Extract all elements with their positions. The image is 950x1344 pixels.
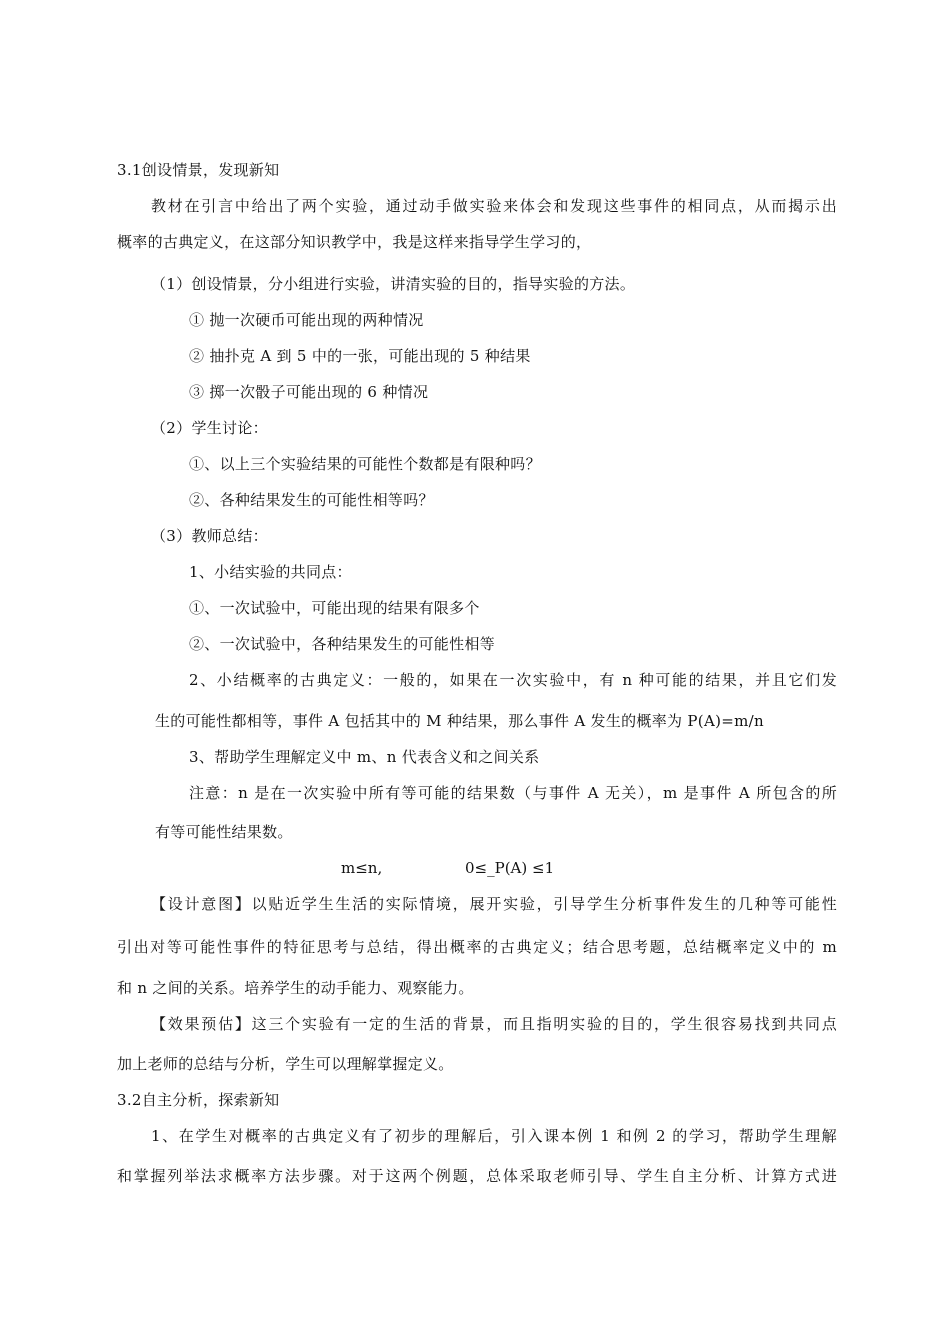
section-heading-3-1: 3.1创设情景，发现新知: [117, 161, 280, 179]
formula-probability-range: 0≤_P(A) ≤1: [465, 859, 555, 877]
step-1: （1）创设情景，分小组进行实验，讲清实验的目的，指导实验的方法。: [151, 275, 636, 293]
note-line-1: 注意：n 是在一次实验中所有等可能的结果数（与事件 A 无关），m 是事件 A 所包含的所: [189, 784, 837, 802]
design-intent-line-1: 【设计意图】以贴近学生生活的实际情境，展开实验，引导学生分析事件发生的几种等可能性: [151, 895, 837, 913]
effect-estimate-line-1: 【效果预估】这三个实验有一定的生活的背景，而且指明实验的目的，学生很容易找到共同点: [151, 1015, 837, 1033]
summary-1-a: ①、一次试验中，可能出现的结果有限多个: [189, 599, 480, 617]
section-3-2-line-1: 1、在学生对概率的古典定义有了初步的理解后，引入课本例 1 和例 2 的学习，帮助学生理解: [151, 1127, 837, 1145]
intro-line-1: 教材在引言中给出了两个实验，通过动手做实验来体会和发现这些事件的相同点，从而揭示出: [151, 197, 837, 215]
note-line-2: 有等可能性结果数。: [155, 823, 293, 841]
section-heading-3-2: 3.2自主分析，探索新知: [117, 1091, 280, 1109]
step-3: （3）教师总结：: [151, 527, 268, 545]
experiment-2: ② 抽扑克 A 到 5 中的一张，可能出现的 5 种结果: [189, 347, 531, 365]
design-intent-line-3: 和 n 之间的关系。培养学生的动手能力、观察能力。: [117, 979, 474, 997]
intro-line-2: 概率的古典定义，在这部分知识教学中，我是这样来指导学生学习的，: [117, 233, 592, 251]
experiment-3: ③ 掷一次骰子可能出现的 6 种情况: [189, 383, 429, 401]
summary-1: 1、小结实验的共同点：: [189, 563, 352, 581]
formula-m-le-n: m≤n,: [341, 859, 383, 877]
question-2: ②、各种结果发生的可能性相等吗？: [189, 491, 434, 509]
effect-estimate-line-2: 加上老师的总结与分析，学生可以理解掌握定义。: [117, 1055, 454, 1073]
experiment-1: ① 抛一次硬币可能出现的两种情况: [189, 311, 424, 329]
section-3-2-line-2: 和掌握列举法求概率方法步骤。对于这两个例题，总体采取老师引导、学生自主分析、计算方式进: [117, 1167, 837, 1185]
summary-1-b: ②、一次试验中，各种结果发生的可能性相等: [189, 635, 496, 653]
summary-3: 3、帮助学生理解定义中 m、n 代表含义和之间关系: [189, 748, 540, 766]
design-intent-line-2: 引出对等可能性事件的特征思考与总结，得出概率的古典定义；结合思考题，总结概率定义中的 m: [117, 938, 837, 956]
step-2: （2）学生讨论：: [151, 419, 268, 437]
summary-2-line-2: 生的可能性都相等，事件 A 包括其中的 M 种结果，那么事件 A 发生的概率为 P(A)=m/n: [155, 712, 764, 730]
summary-2-line-1: 2、小结概率的古典定义：一般的，如果在一次实验中，有 n 种可能的结果，并且它们发: [189, 671, 837, 689]
question-1: ①、以上三个实验结果的可能性个数都是有限种吗？: [189, 455, 541, 473]
